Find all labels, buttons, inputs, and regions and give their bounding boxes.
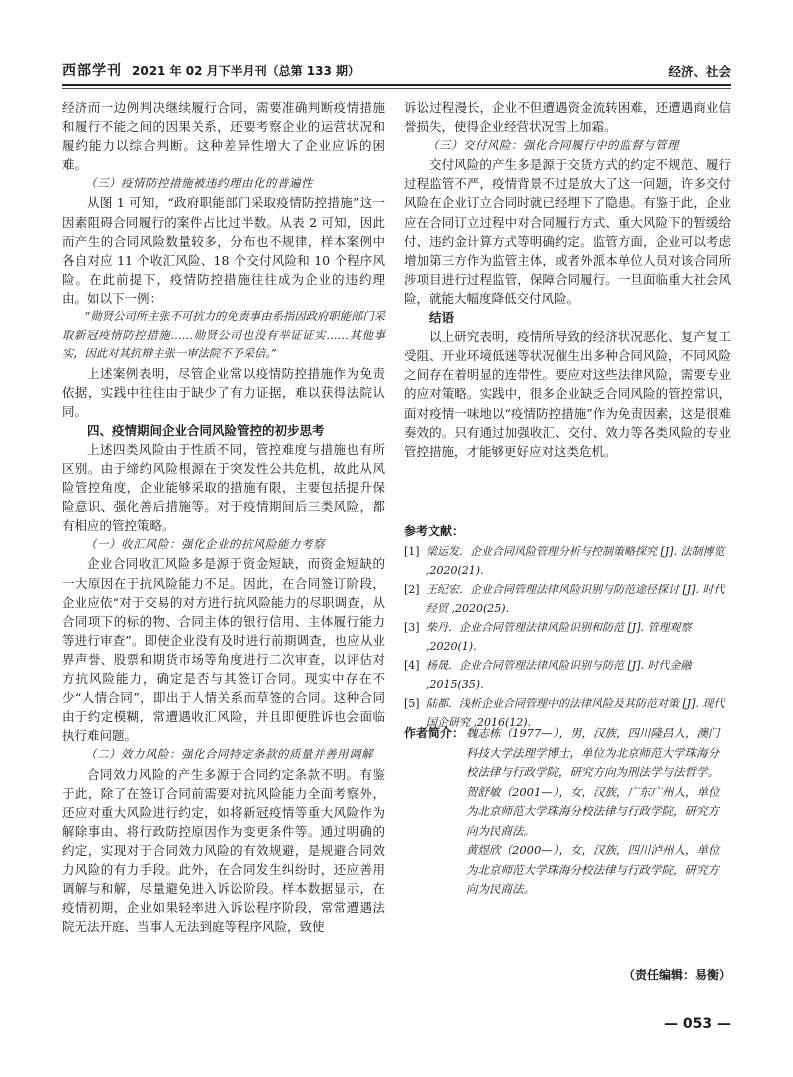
author-entry: 黄煜欣（2000—），女，汉族，四川泸州人，单位为北京师范大学珠海分校法律与行政学院，研究方向为民商法。 — [466, 843, 720, 896]
section-tag: 经济、社会 — [668, 64, 731, 79]
author-info — [404, 724, 731, 900]
subsection-heading: （一）收汇风险：强化企业的抗风险能力考察 — [85, 537, 325, 552]
right-column — [404, 98, 731, 461]
references-title: 参考文献： — [404, 524, 465, 538]
body-paragraph: 企业合同收汇风险多是源于资金短缺，而资金短缺的一大原因在于抗风险能力不足。因此，在合同签订阶段，企业应依“对于交易的对方进行抗风险能力的尽职调查，从合同项下的标的物、合同主体的银行信用、主体履行能力等进行审查”。即使企业没有及时进行前期调查，也应从业界声誉、股票和期货市场等角度进行二次审查，以评估对方抗风险能力，确定是否与其签订合同。现实中存在不少“人情合同”，即出于人情关系而草签的合同。这种合同由于约定模糊，常遭遇收汇风险，并且即便胜诉也会面临执行难问题。 — [62, 556, 385, 744]
reference-number: [5] — [404, 697, 420, 710]
body-paragraph: 上述案例表明，尽管企业常以疫情防控措施作为免责依据，实践中往往由于缺少了有力证据，难以获得法院认同。 — [62, 365, 385, 419]
body-paragraph: 诉讼过程漫长，企业不但遭遇资金流转困难，还遭遇商业信誉损失，使得企业经营状况雪上加霜。 — [404, 100, 731, 135]
body-paragraph: 经济而一边例判决继续履行合同，需要准确判断疫情措施和履行不能之间的因果关系，还要考察企业的运营状况和履约能力以综合判断。这种差异性增大了企业应诉的困难。 — [62, 100, 385, 173]
section-heading: 四、疫情期间企业合同风险管控的初步思考 — [87, 422, 325, 438]
body-paragraph: 上述四类风险由于性质不同，管控难度与措施也有所区别。由于缔约风险根源在于突发性公共危机，故此从风险管控角度，企业能够采取的措施有限，主要包括提升保险意识、强化善后措施等。对于疫情期间后三类风险，都有相应的管控策略。 — [62, 441, 385, 534]
body-paragraph: 以上研究表明，疫情所导致的经济状况恶化、复产复工受阻、开业环境低迷等状况催生出多种合同风险，不同风险之间存在着明显的连带性。要应对这些法律风险，需要专业的应对策略。实践中，很多企业缺乏合同风险的管控常识，面对疫情一味地以“疫情防控措施”作为免责因素，这是很难奏效的。只有通过加强收汇、交付、效力等各类风险的专业管控措施，才能够更好应对这类危机。 — [404, 329, 731, 459]
header-rule-thin — [62, 88, 731, 89]
author-entry: 贺舒敏（2001—），女，汉族，广东广州人，单位为北京师范大学珠海分校法律与行政学院，研究方向为民商法。 — [466, 784, 720, 838]
left-column — [62, 98, 385, 936]
subsection-heading: （三）疫情防控措施被违约理由化的普遍性 — [85, 176, 313, 191]
reference-text: 梁运发．企业合同风险管理分析与控制策略探究 [J]. 法制博览 ,2020(21). — [426, 545, 725, 577]
journal-issue: 2021 年 02 月下半月刊（总第 133 期） — [132, 64, 361, 78]
case-quote: “勋贤公司所主张不可抗力的免责事由系指因政府职能部门采取新冠疫情防控措施……勋贤公司也没有举证证实……其他事实，因此对其抗辩主张一审法院不予采信。” — [62, 310, 385, 361]
references-list — [404, 542, 731, 732]
reference-number: [3] — [404, 621, 420, 634]
reference-number: [2] — [404, 583, 420, 596]
body-paragraph: 从图 1 可知，“政府职能部门采取疫情防控措施”这一因素阻碍合同履行的案件占比过半数。从表 2 可知，因此而产生的合同风险数量较多，分布也不规律，样本案例中各自对应 11 个收汇风险、18 个交付风险和 10 个程序风险。在此前提下，疫情防控措施往往成为企业的违约理由。如以下一例： — [62, 195, 385, 306]
author-label: 作者简介： — [404, 726, 465, 740]
subsection-heading: （二）效力风险：强化合同特定条款的质量并善用调解 — [85, 747, 373, 762]
reference-text: 陆都．浅析企业合同管理中的法律风险及其防范对策 [J]. 现代国企研究 ,2016(12). — [426, 697, 725, 729]
reference-text: 柴丹．企业合同管理法律风险识别和防范 [J]. 管理观察 ,2020(1). — [426, 621, 692, 653]
journal-logo: 西部学刊 — [62, 63, 122, 79]
editor-note: （责任编辑：易衡） — [622, 968, 731, 982]
page-header — [62, 58, 731, 84]
reference-text: 杨晟．企业合同管理法律风险识别与防范 [J]. 时代金融 ,2015(35). — [426, 659, 692, 691]
body-paragraph: 合同效力风险的产生多源于合同约定条款不明。有鉴于此，除了在签订合同前需要对抗风险能力全面考察外，还应对重大风险进行约定，如将新冠疫情等重大风险作为解除事由、将行政防控原因作为变更条件等。通过明确的约定，实现对于合同效力风险的有效规避，是规避合同效力风险的有力手段。此外，在合同发生纠纷时，还应善用调解与和解，尽量避免进入诉讼阶段。样本数据显示，在疫情初期，企业如果轻率进入诉讼程序阶段，常常遭遇法院无法开庭、当事人无法到庭等程序风险，致使 — [62, 766, 385, 935]
reference-item — [404, 618, 731, 656]
section-heading: 结语 — [429, 310, 455, 326]
reference-number: [1] — [404, 545, 420, 558]
author-entry: 魏志栋（1977—），男，汉族，四川隆昌人，澳门科技大学法理学博士，单位为北京师范大学珠海分校法律与行政学院，研究方向为刑法学与法哲学。 — [466, 726, 720, 779]
page-number: — 053 — — [664, 1016, 731, 1032]
reference-item — [404, 542, 731, 580]
reference-text: 王纪宏．企业合同管理法律风险识别与防范途径探讨 [J]. 时代经贸 ,2020(25). — [426, 583, 725, 615]
reference-number: [4] — [404, 659, 420, 672]
subsection-heading: （三）交付风险：强化合同履行中的监督与管理 — [427, 138, 679, 153]
reference-item — [404, 580, 731, 618]
header-rule — [62, 84, 731, 86]
reference-item — [404, 656, 731, 694]
body-paragraph: 交付风险的产生多是源于交货方式的约定不规范、履行过程监管不严，疫情背景不过是放大了这一问题，许多交付风险在企业订立合同时就已经埋下了隐患。有鉴于此，企业应在合同订立过程中对合同履行方式、重大风险下的暂缓给付、违约金计算方式等明确约定。监管方面，企业可以考虑增加第三方作为监管主体，或者外派本单位人员对该合同所涉项目进行过程监管，保障合同履行。一旦面临重大社会风险，就能大幅度降低交付风险。 — [404, 157, 731, 306]
